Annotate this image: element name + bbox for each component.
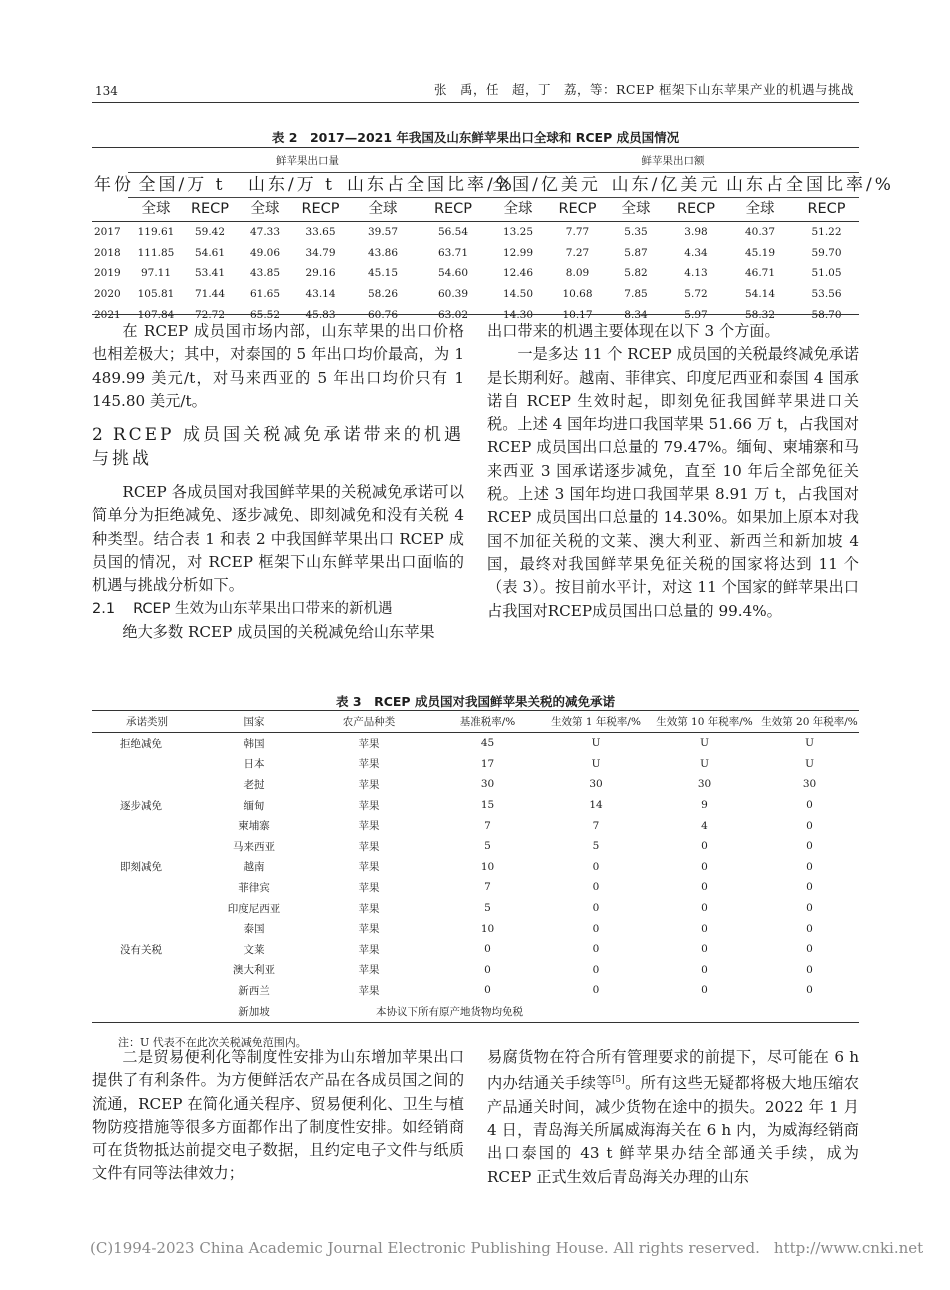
table2-cell: 33.65: [305, 226, 336, 239]
table3-year1-rate: 0: [592, 984, 600, 997]
table3-row: [92, 960, 859, 981]
table3-row: [92, 918, 859, 939]
table3-row: [92, 815, 859, 836]
table3-product: 苹果: [358, 861, 380, 874]
table3-product: 苹果: [358, 778, 380, 791]
table2-caption: 表 2 2017—2021 年我国及山东鲜苹果出口全球和 RCEP 成员国情况: [271, 130, 680, 145]
table3: [92, 711, 859, 1021]
citation-ref: [5]: [611, 1075, 625, 1086]
table3-product: 苹果: [358, 799, 380, 812]
table3-header: 生效第 10 年税率/%: [649, 711, 760, 733]
table2-cell: 59.42: [194, 226, 226, 239]
table3-category: [92, 918, 202, 939]
header-rule: [92, 102, 859, 103]
table2-cell: 4.13: [684, 267, 708, 280]
table3-row: [92, 898, 859, 919]
table2-group-quantity: 鲜苹果出口量: [128, 148, 487, 173]
table2-cell: 45.15: [367, 267, 399, 280]
table3-year10-rate: U: [700, 737, 709, 750]
table2-cell: 51.05: [811, 267, 842, 280]
table2-row: [92, 243, 859, 264]
table2-cell: 5.87: [624, 246, 648, 259]
table2-cell: 71.44: [194, 288, 226, 301]
table2-cell: 46.71: [744, 267, 776, 280]
table2-cell: 4.34: [684, 246, 708, 259]
table2-year-cell: 2018: [94, 246, 121, 259]
table2-bottom-rule: [92, 314, 859, 315]
table2-subheader: 山东/万 t: [236, 173, 347, 198]
table3-year1-rate: 0: [592, 902, 600, 915]
table2-cell: 8.09: [565, 267, 590, 280]
table3-country: 新加坡: [238, 1005, 270, 1018]
table3-caption: 表 3 RCEP 成员国对我国鲜苹果关税的减免承诺: [336, 694, 615, 709]
table3-year20-rate: 0: [806, 922, 813, 935]
table3-base-rate: 15: [480, 799, 495, 812]
table3-year1-rate: 0: [592, 963, 600, 976]
table3-year20-rate: 30: [802, 778, 817, 791]
table3-category: [92, 754, 202, 775]
table2-leaf-header: 全球: [726, 198, 794, 222]
subsection-title: RCEP 生效为山东苹果出口带来的新机遇: [133, 600, 393, 617]
table2-leaf-header: RECP: [549, 198, 606, 222]
table3-header: 基准税率/%: [432, 711, 543, 733]
table3-row: [92, 795, 859, 816]
right-column-bottom: [487, 1046, 859, 1189]
table2-row: [92, 284, 859, 305]
text-run: 易腐货物在符合所有管理要求的前提下，尽可能在 6 h 内办结通关手续等: [487, 1048, 859, 1093]
table3-year1-rate: U: [591, 757, 601, 770]
table2-leaf-header: 全球: [128, 198, 184, 222]
table3-category: [92, 836, 202, 857]
table3-row: [92, 857, 859, 878]
table3-base-rate: 10: [480, 860, 495, 873]
table2-row: [92, 222, 859, 243]
table3-country: 越南: [243, 861, 265, 874]
table3-base-rate: 5: [484, 902, 491, 915]
table3-header: 国家: [202, 711, 306, 733]
table2-cell: 39.57: [367, 226, 399, 239]
table2-cell: 119.61: [137, 226, 175, 239]
table3-year10-rate: 0: [701, 860, 708, 873]
table3-bottom-rule: [92, 1022, 859, 1023]
table2-cell: 61.65: [249, 288, 281, 301]
table3-category: [92, 815, 202, 836]
table3-base-rate: 45: [480, 737, 495, 750]
table3-year10-rate: 0: [701, 984, 708, 997]
table3-product: 苹果: [358, 881, 380, 894]
table2-cell: 12.46: [502, 267, 534, 280]
table2-cell: 53.41: [194, 267, 226, 280]
table3-base-rate: 7: [484, 819, 491, 832]
table3-category: [92, 960, 202, 981]
table2-cell: 60.39: [437, 288, 469, 301]
table3-base-rate: 0: [484, 984, 491, 997]
table3-year1-rate: U: [591, 737, 601, 750]
table3-category: 没有关税: [120, 943, 162, 956]
table2-cell: 13.25: [502, 226, 534, 239]
table3-year1-rate: 5: [592, 840, 600, 853]
table3-product: 苹果: [358, 902, 380, 915]
table3-category: [92, 774, 202, 795]
table3-year10-rate: 0: [701, 943, 708, 956]
table3-year10-rate: 0: [701, 922, 708, 935]
table2-cell: 5.82: [624, 267, 648, 280]
subsection-heading: [92, 598, 464, 621]
section-heading: [92, 423, 464, 471]
table3-year10-rate: 0: [701, 902, 708, 915]
table3-year20-rate: 0: [806, 819, 813, 832]
table2-cell: 51.22: [811, 226, 842, 239]
table3-year1-rate: 7: [592, 819, 600, 832]
table3-category: [92, 877, 202, 898]
table3-product: 苹果: [358, 923, 380, 936]
table3-category: 逐步减免: [120, 799, 162, 812]
table3-note-cell: 本协议下所有原产地货物均免税: [376, 1005, 523, 1018]
table3-product: 苹果: [358, 737, 380, 750]
table3-header: 承诺类别: [92, 711, 202, 733]
table3-footnote: 注：U 代表不在此次关税减免范围内。: [118, 1036, 307, 1049]
table3-year1-rate: 0: [592, 943, 600, 956]
text-run: 。所有这些无疑都将极大地压缩农产品通关时间，减少货物在途中的损失。2022 年 1 月 4 日，青岛海关所属威海海关在 6 h 内，为威海经销商出口泰国的 43 t 鲜苹果办结全部通关手续，成为 RCEP 正式生效后青岛海关办理的山东: [487, 1074, 860, 1186]
table3-base-rate: 7: [484, 881, 491, 894]
table3-year10-rate: 0: [701, 881, 708, 894]
table3-year10-rate: 9: [701, 799, 708, 812]
table3-year1-rate: 0: [592, 922, 600, 935]
paragraph: 一是多达 11 个 RCEP 成员国的关税最终减免承诺是长期利好。越南、菲律宾、印度尼西亚和泰国 4 国承诺自 RCEP 生效时起，即刻免征我国鲜苹果进口关税。上述 4 国年均进口我国苹果 51.66 万 t，占我国对 RCEP 成员国出口总量的 79.47%。缅甸、柬埔寨和马来西亚 3 国承诺逐步减免，直至 10 年后全部免征关税。上述 3 国年均进口我国苹果 8.91 万 t，占我国对 RCEP 成员国出口总量的 14.30%。如果加上原本对我国不加征关税的文莱、澳大利亚、新西兰和新加坡 4 国，最终对我国鲜苹果免征关税的国家将达到 11 个（表 3）。按目前水平计，对这 11 个国家的鲜苹果出口占我国对RCEP成员国出口总量的 99.4%。: [487, 345, 859, 620]
section-title: RCEP 成员国关税减免承诺带来的机遇与挑战: [92, 425, 464, 470]
table2-leaf-header: 全球: [606, 198, 666, 222]
table3-year10-rate: U: [700, 757, 709, 770]
page-number: 134: [95, 84, 118, 98]
table2-cell: 63.71: [437, 246, 469, 259]
table3-header: 生效第 20 年税率/%: [760, 711, 859, 733]
table3-category: [92, 898, 202, 919]
table3-year20-rate: 0: [806, 963, 813, 976]
left-column-top: [92, 320, 464, 644]
table3-product: 苹果: [358, 943, 380, 956]
table3-country: 文莱: [243, 943, 265, 956]
table3-year10-rate: 30: [697, 778, 712, 791]
copyright-text: (C)1994-2023 China Academic Journal Electronic Publishing House. All rights reserved.: [90, 1239, 760, 1257]
table3-year1-rate: 0: [592, 881, 600, 894]
paragraph: 二是贸易便利化等制度性安排为山东增加苹果出口提供了有利条件。为方便鲜活农产品在各成员国之间的流通，RCEP 在简化通关程序、贸易便利化、卫生与植物防疫措施等很多方面都作出了制度性安排。如经销商可在货物抵达前提交电子数据，且约定电子文件与纸质文件有同等法律效力；: [92, 1048, 464, 1183]
table2-leaf-header: 全球: [347, 198, 419, 222]
table2-subheader: 山东占全国比率/%: [726, 173, 859, 198]
table2-cell: 54.61: [194, 246, 226, 259]
section-number: 2: [92, 425, 103, 446]
table3-country: 澳大利亚: [233, 964, 275, 977]
table2-year-cell: 2017: [94, 226, 121, 239]
table2: [92, 148, 894, 325]
table2-cell: 47.33: [249, 226, 281, 239]
table3-country: 马来西亚: [233, 840, 275, 853]
table3-year20-rate: 0: [806, 881, 813, 894]
table2-subheader: 全国/万 t: [128, 173, 236, 198]
table3-year1-rate: 0: [592, 860, 600, 873]
table2-cell: 43.85: [249, 267, 281, 280]
table2-row: [92, 263, 859, 284]
table3-row: [92, 754, 859, 775]
table3-base-rate: 5: [484, 840, 491, 853]
table2-group-value: 鲜苹果出口额: [487, 148, 859, 173]
table2-year-label: 年份: [94, 175, 134, 195]
table2-cell: 10.68: [562, 288, 593, 301]
table3-category: 即刻减免: [120, 861, 162, 874]
table2-year-cell: 2020: [94, 288, 121, 301]
table3-product: 苹果: [358, 820, 380, 833]
table3-category: [92, 980, 202, 1001]
left-column-bottom: [92, 1046, 464, 1186]
table3-year10-rate: 4: [701, 819, 708, 832]
table3-row: [92, 877, 859, 898]
table3-base-rate: 10: [480, 922, 495, 935]
table2-cell: 49.06: [249, 246, 281, 259]
table2-cell: 59.70: [811, 246, 842, 259]
table3-year20-rate: 0: [806, 943, 813, 956]
table3-country: 柬埔寨: [238, 820, 270, 833]
table2-cell: 56.54: [437, 226, 469, 239]
table3-country: 韩国: [243, 737, 265, 750]
subsection-number: 2.1: [92, 600, 116, 617]
paragraph: 绝大多数 RCEP 成员国的关税减免给山东苹果: [122, 622, 435, 641]
table3-country: 印度尼西亚: [227, 902, 281, 915]
table2-cell: 105.81: [137, 288, 175, 301]
table2-cell: 45.19: [744, 246, 776, 259]
table2-cell: 7.77: [565, 226, 590, 239]
table3-country: 日本: [243, 758, 265, 771]
table3-year20-rate: 0: [806, 840, 813, 853]
table3-country: 新西兰: [238, 984, 270, 997]
table2-cell: 53.56: [811, 288, 842, 301]
table3-year20-rate: 0: [806, 984, 813, 997]
table2-cell: 5.72: [684, 288, 708, 301]
table2-subheader: 全国/亿美元: [487, 173, 606, 198]
table3-year20-rate: U: [805, 757, 814, 770]
table3-year20-rate: U: [805, 737, 814, 750]
table2-cell: 14.50: [502, 288, 534, 301]
table3-row: [92, 836, 859, 857]
table3-product: 苹果: [358, 758, 380, 771]
paragraph: 出口带来的机遇主要体现在以下 3 个方面。: [487, 322, 780, 340]
table3-header: 生效第 1 年税率/%: [543, 711, 649, 733]
table3-row: [92, 733, 859, 754]
table3-product: 苹果: [358, 840, 380, 853]
running-title: 张 禹，任 超，丁 荔，等：RCEP 框架下山东苹果产业的机遇与挑战: [434, 82, 854, 97]
table2-year-header: [92, 148, 128, 173]
table3-row: [92, 774, 859, 795]
table3-row: [92, 980, 859, 1001]
table2-cell: 111.85: [137, 246, 175, 259]
table2-subheader: 山东/亿美元: [606, 173, 726, 198]
table3-base-rate: 0: [484, 963, 491, 976]
table2-cell: 40.37: [744, 226, 776, 239]
footer-url: http://www.cnki.net: [773, 1239, 924, 1257]
table2-cell: 97.11: [140, 267, 172, 280]
table2-cell: 5.35: [624, 226, 648, 239]
table2-subheader: 山东占全国比率/%: [347, 173, 487, 198]
right-column-top: [487, 320, 859, 623]
table3-product: 苹果: [358, 984, 380, 997]
table3-product: 苹果: [358, 964, 380, 977]
table2-leaf-header: 全球: [487, 198, 549, 222]
table3-base-rate: 30: [480, 778, 495, 791]
table2-leaf-header: RECP: [184, 198, 236, 222]
table3-year1-rate: 30: [589, 778, 603, 791]
table2-leaf-header: RECP: [666, 198, 726, 222]
table3-year20-rate: 0: [806, 902, 813, 915]
table2-cell: 54.14: [744, 288, 776, 301]
table2-cell: 58.26: [367, 288, 399, 301]
table2-cell: 7.27: [565, 246, 590, 259]
table2-cell: 12.99: [502, 246, 534, 259]
table2-cell: 34.79: [305, 246, 336, 259]
copyright-footer: [90, 1239, 923, 1257]
table3-country: 老挝: [243, 778, 265, 791]
table2-leaf-header: RECP: [294, 198, 347, 222]
table2-leaf-header: RECP: [419, 198, 487, 222]
table2-cell: 43.14: [305, 288, 336, 301]
table2-leaf-header: RECP: [794, 198, 859, 222]
paragraph: [487, 1046, 859, 1189]
table3-country: 泰国: [243, 923, 265, 936]
paragraph: RCEP 各成员国对我国鲜苹果的关税减免承诺可以简单分为拒绝减免、逐步减免、即刻减免和没有关税 4 种类型。结合表 1 和表 2 中我国鲜苹果出口 RCEP 成员国的情况，对 RCEP 框架下山东鲜苹果出口面临的机遇与挑战分析如下。: [92, 483, 464, 595]
paragraph: 在 RCEP 成员国市场内部，山东苹果的出口价格也相差极大；其中，对泰国的 5 年出口均价最高，为 1 489.99 美元/t，对马来西亚的 5 年出口均价只有 1 145.80 美元/t。: [92, 322, 464, 410]
table3-country: 缅甸: [243, 799, 265, 812]
table2-cell: 43.86: [367, 246, 399, 259]
table2-cell: 29.16: [305, 267, 336, 280]
table3-year20-rate: 0: [806, 799, 813, 812]
table2-cell: 7.85: [624, 288, 648, 301]
table3-year10-rate: 0: [701, 963, 708, 976]
table3-base-rate: 0: [484, 943, 491, 956]
table3-header: 农产品种类: [306, 711, 432, 733]
table3-year1-rate: 14: [589, 799, 603, 812]
table3-year20-rate: 0: [806, 860, 813, 873]
table2-cell: 54.60: [437, 267, 469, 280]
table2-year-cell: 2019: [94, 267, 121, 280]
table3-country: 菲律宾: [238, 881, 270, 894]
table3-row: [92, 939, 859, 960]
table2-leaf-header: 全球: [236, 198, 294, 222]
table2-cell: 3.98: [684, 226, 708, 239]
table3-category: 拒绝减免: [120, 737, 162, 750]
table3-year10-rate: 0: [701, 840, 708, 853]
table3-base-rate: 17: [480, 757, 495, 770]
